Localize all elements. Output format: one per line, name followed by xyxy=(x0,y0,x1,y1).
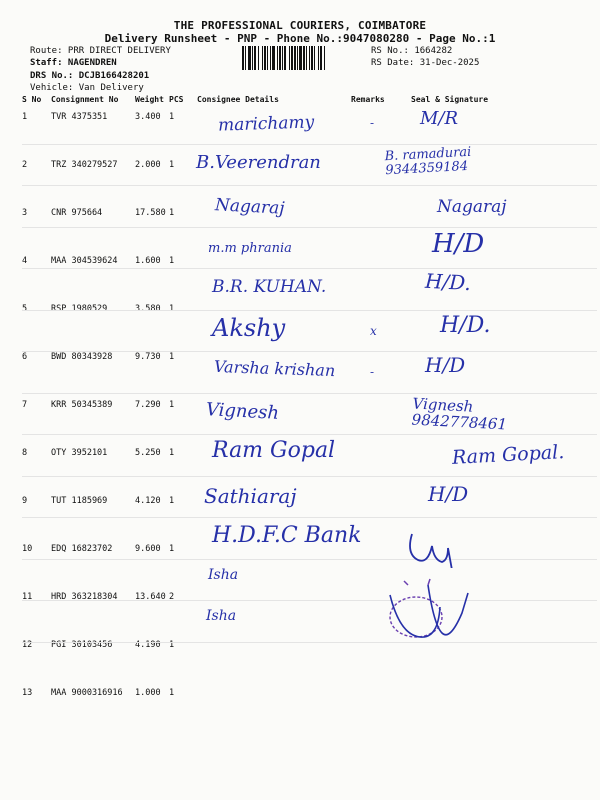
weight-value: 13.640 xyxy=(135,592,166,602)
handwritten-signature: Nagaraj xyxy=(437,197,507,217)
handwritten-signature: H/D xyxy=(425,353,466,377)
remarks-cell xyxy=(351,345,407,393)
consignment-number: HRD 363218304 xyxy=(51,592,118,602)
consignment-number: BWD 80343928 xyxy=(51,352,113,362)
pieces-count: 2 xyxy=(169,592,175,602)
row-divider xyxy=(22,642,597,643)
handwritten-consignee: B.R. KUHAN. xyxy=(212,277,327,297)
runsheet-table xyxy=(22,93,597,729)
drs-line: DRS No.: DCJB166428201 xyxy=(30,71,150,81)
column-header: S No xyxy=(22,94,42,104)
signature-cell xyxy=(407,681,597,729)
column-header: Weight xyxy=(135,94,164,104)
consignment-number: PGI 30103456 xyxy=(51,640,113,650)
table-row xyxy=(22,585,597,633)
handwritten-signature: B. ramadurai 9344359184 xyxy=(384,144,472,178)
row-divider xyxy=(22,185,597,186)
remarks-cell xyxy=(351,441,407,489)
consignment-number: MAA 9000316916 xyxy=(51,688,123,698)
row-divider xyxy=(22,227,597,228)
handwritten-consignee: Isha xyxy=(206,608,237,624)
rs-number: RS No.: 1664282 xyxy=(371,46,453,56)
handwritten-signature: M/R xyxy=(420,108,459,129)
serial-number: 6 xyxy=(22,352,28,362)
weight-value: 9.730 xyxy=(135,352,161,362)
table-row xyxy=(22,633,597,681)
serial-number: 9 xyxy=(22,496,28,506)
row-divider xyxy=(22,268,597,269)
signature-cell xyxy=(407,297,597,345)
serial-number: 11 xyxy=(22,592,33,602)
handwritten-consignee: Nagaraj xyxy=(214,195,286,219)
weight-value: 1.600 xyxy=(135,256,161,266)
row-divider xyxy=(22,393,597,394)
table-row xyxy=(22,681,597,729)
handwritten-consignee: Akshy xyxy=(212,313,286,342)
route-line: Route: PRR DIRECT DELIVERY xyxy=(30,46,171,56)
consignment-number: CNR 975664 xyxy=(51,208,103,218)
handwritten-signature: H/D xyxy=(432,228,485,259)
row-divider xyxy=(22,434,597,435)
pieces-count: 1 xyxy=(169,304,175,314)
handwritten-remark: x xyxy=(370,323,377,338)
weight-value: 4.120 xyxy=(135,496,161,506)
consignee-cell xyxy=(197,681,351,729)
pieces-count: 1 xyxy=(169,688,175,698)
pieces-count: 1 xyxy=(169,400,175,410)
serial-number: 10 xyxy=(22,544,33,554)
weight-value: 17.580 xyxy=(135,208,166,218)
remarks-cell xyxy=(351,297,407,345)
row-divider xyxy=(22,476,597,477)
consignment-number: KRR 50345389 xyxy=(51,400,113,410)
pieces-count: 1 xyxy=(169,640,175,650)
weight-value: 4.190 xyxy=(135,640,161,650)
handwritten-consignee: B.Veerendran xyxy=(196,151,321,173)
serial-number: 2 xyxy=(22,160,28,170)
handwritten-signature: Vignesh 9842778461 xyxy=(411,394,508,433)
consignment-number: TVR 4375351 xyxy=(51,112,108,122)
serial-number: 13 xyxy=(22,688,33,698)
handwritten-signature: H/D xyxy=(428,481,469,506)
row-divider xyxy=(22,144,597,145)
row-divider xyxy=(22,517,597,518)
column-header: Seal & Signature xyxy=(411,94,489,104)
rs-date: RS Date: 31-Dec-2025 xyxy=(371,58,480,68)
handwritten-consignee: Sathiaraj xyxy=(204,483,297,508)
column-header: PCS xyxy=(169,94,184,104)
consignment-number: MAA 304539624 xyxy=(51,256,118,266)
weight-value: 5.250 xyxy=(135,448,161,458)
column-header: Consignee Details xyxy=(197,94,279,104)
weight-value: 7.290 xyxy=(135,400,161,410)
handwritten-signature: H/D. xyxy=(440,312,491,338)
pieces-count: 1 xyxy=(169,208,175,218)
remarks-cell xyxy=(351,249,407,297)
consignment-number: TRZ 340279527 xyxy=(51,160,118,170)
weight-value: 3.580 xyxy=(135,304,161,314)
table-row xyxy=(22,297,597,345)
serial-number: 4 xyxy=(22,256,28,266)
handwritten-consignee: Vignesh xyxy=(205,398,280,424)
remarks-cell xyxy=(351,201,407,249)
handwritten-consignee: m.m phrania xyxy=(208,240,292,256)
consignment-number: RSP 1980529 xyxy=(51,304,108,314)
handwritten-signature: Ram Gopal. xyxy=(451,441,565,469)
pieces-count: 1 xyxy=(169,448,175,458)
barcode-image xyxy=(242,46,368,70)
weight-value: 3.400 xyxy=(135,112,161,122)
remarks-cell xyxy=(351,681,407,729)
column-header: Remarks xyxy=(351,94,385,104)
staff-line: Staff: NAGENDREN xyxy=(30,58,117,68)
weight-value: 2.000 xyxy=(135,160,161,170)
serial-number: 8 xyxy=(22,448,28,458)
row-divider xyxy=(22,600,597,601)
remarks-cell xyxy=(351,105,407,153)
serial-number: 1 xyxy=(22,112,28,122)
handwritten-remark: - xyxy=(370,365,375,379)
pieces-count: 1 xyxy=(169,352,175,362)
consignment-number: OTY 3952101 xyxy=(51,448,108,458)
handwritten-consignee: marichamy xyxy=(217,112,315,136)
hdfc-signature xyxy=(404,528,474,568)
row-divider xyxy=(22,310,597,311)
company-title: THE PROFESSIONAL COURIERS, COIMBATORE xyxy=(173,19,427,32)
handwritten-consignee: Isha xyxy=(208,566,239,583)
column-header: Consignment No xyxy=(51,94,119,104)
handwritten-consignee: Ram Gopal xyxy=(212,438,336,463)
pieces-count: 1 xyxy=(169,112,175,122)
table-row xyxy=(22,201,597,249)
handwritten-signature: H/D. xyxy=(424,268,472,296)
consignment-number: TUT 1185969 xyxy=(51,496,108,506)
row-divider xyxy=(22,351,597,352)
weight-value: 9.600 xyxy=(135,544,161,554)
pieces-count: 1 xyxy=(169,160,175,170)
runsheet-subtitle: Delivery Runsheet - PNP - Phone No.:9047080280 - Page No.:1 xyxy=(104,32,496,45)
pieces-count: 1 xyxy=(169,496,175,506)
serial-number: 7 xyxy=(22,400,28,410)
handwritten-consignee: Varsha krishan xyxy=(213,356,336,381)
consignee-cell xyxy=(197,633,351,681)
vehicle-line: Vehicle: Van Delivery xyxy=(30,83,144,93)
pieces-count: 1 xyxy=(169,256,175,266)
handwritten-consignee: H.D.F.C Bank xyxy=(212,523,362,548)
pieces-count: 1 xyxy=(169,544,175,554)
weight-value: 1.000 xyxy=(135,688,161,698)
serial-number: 5 xyxy=(22,304,28,314)
serial-number: 3 xyxy=(22,208,28,218)
seal-stamp xyxy=(368,575,478,645)
serial-number: 12 xyxy=(22,640,33,650)
consignment-number: EDQ 16823702 xyxy=(51,544,113,554)
row-divider xyxy=(22,559,597,560)
handwritten-remark: - xyxy=(370,116,375,130)
table-header-row xyxy=(22,93,597,105)
